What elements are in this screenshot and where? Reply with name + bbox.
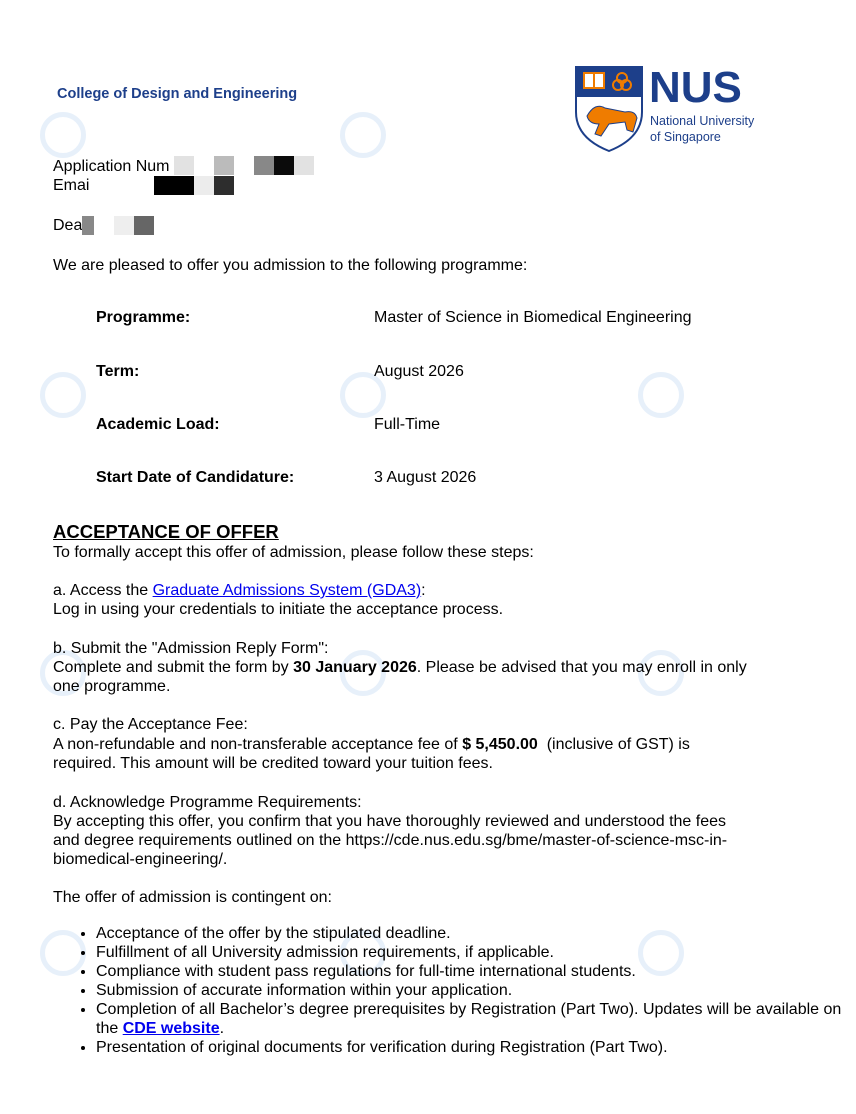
application-number-label: Application Num <box>53 158 170 175</box>
contingent-list <box>53 924 856 1057</box>
watermark-icon <box>638 372 684 418</box>
redaction <box>154 176 194 195</box>
intro-text: We are pleased to offer you admission to the following programme: <box>53 257 528 274</box>
acceptance-heading: ACCEPTANCE OF OFFER <box>53 521 279 542</box>
gda3-link[interactable]: Graduate Admissions System (GDA3) <box>152 582 422 599</box>
redaction <box>134 216 154 235</box>
deadline: 30 January 2026 <box>293 659 417 676</box>
list-item: • Presentation of original documents for verification during Registration (Part Two). <box>96 1038 856 1057</box>
list-item: • Acceptance of the offer by the stipulated deadline. <box>96 924 856 943</box>
redaction <box>294 156 314 175</box>
programme-label: Programme: <box>96 309 191 326</box>
step-a-title: a. Access the Graduate Admissions System (GDA3): <box>53 582 426 599</box>
list-item: • Compliance with student pass regulations for full-time international students. <box>96 962 856 981</box>
logo-subtitle: National University <box>650 114 755 128</box>
contingent-intro: The offer of admission is contingent on: <box>53 889 332 906</box>
academic-load-value: Full-Time <box>374 416 441 433</box>
redaction <box>254 156 274 175</box>
redaction <box>274 156 294 175</box>
academic-load-label: Academic Load: <box>96 416 220 433</box>
email-label: Emai <box>53 177 90 194</box>
step-b-body-cont: one programme. <box>53 678 171 695</box>
start-date-label: Start Date of Candidature: <box>96 469 295 486</box>
redaction <box>82 216 94 235</box>
acceptance-intro: To formally accept this offer of admission, please follow these steps: <box>53 544 534 561</box>
watermark-icon <box>40 372 86 418</box>
redaction <box>214 156 234 175</box>
step-d-body: By accepting this offer, you confirm that you have thoroughly reviewed and understood the fees <box>53 813 727 830</box>
nus-crest-icon <box>575 66 645 154</box>
logo-subtitle: of Singapore <box>650 130 721 144</box>
watermark-icon <box>40 112 86 158</box>
redaction <box>174 156 194 175</box>
step-c-body-cont: required. This amount will be credited toward your tuition fees. <box>53 755 493 772</box>
redaction <box>114 216 134 235</box>
start-date-value: 3 August 2026 <box>374 469 477 486</box>
step-d-body-2: and degree requirements outlined on the https://cde.nus.edu.sg/bme/master-of-science-msc-in- <box>53 832 728 849</box>
redaction <box>194 176 214 195</box>
logo-wordmark: NUS <box>649 63 742 112</box>
greeting: Dea <box>53 217 83 234</box>
programme-value: Master of Science in Biomedical Engineering <box>374 309 692 326</box>
step-d-title: d. Acknowledge Programme Requirements: <box>53 794 362 811</box>
term-label: Term: <box>96 363 140 380</box>
step-d-body-3: biomedical-engineering/. <box>53 851 228 868</box>
redaction <box>214 176 234 195</box>
acceptance-fee: $ 5,450.00 <box>462 736 538 753</box>
college-name: College of Design and Engineering <box>57 86 298 102</box>
list-item: • Submission of accurate information within your application. <box>96 981 856 1000</box>
step-b-title: b. Submit the "Admission Reply Form": <box>53 640 329 657</box>
term-value: August 2026 <box>374 363 464 380</box>
step-a-body: Log in using your credentials to initiate the acceptance process. <box>53 601 504 618</box>
list-item: • Fulfillment of all University admission requirements, if applicable. <box>96 943 856 962</box>
step-c-body: A non-refundable and non-transferable acceptance fee of $ 5,450.00 (inclusive of GST) is <box>53 736 690 753</box>
watermark-icon <box>340 112 386 158</box>
step-b-body: Complete and submit the form by 30 January 2026. Please be advised that you may enroll in only <box>53 659 747 676</box>
list-item: • Completion of all Bachelor’s degree prerequisites by Registration (Part Two). Updates will be available on the CDE website. <box>96 1000 856 1038</box>
step-c-title: c. Pay the Acceptance Fee: <box>53 716 248 733</box>
cde-website-link[interactable]: CDE website <box>122 1020 220 1037</box>
nus-logo <box>575 64 775 156</box>
